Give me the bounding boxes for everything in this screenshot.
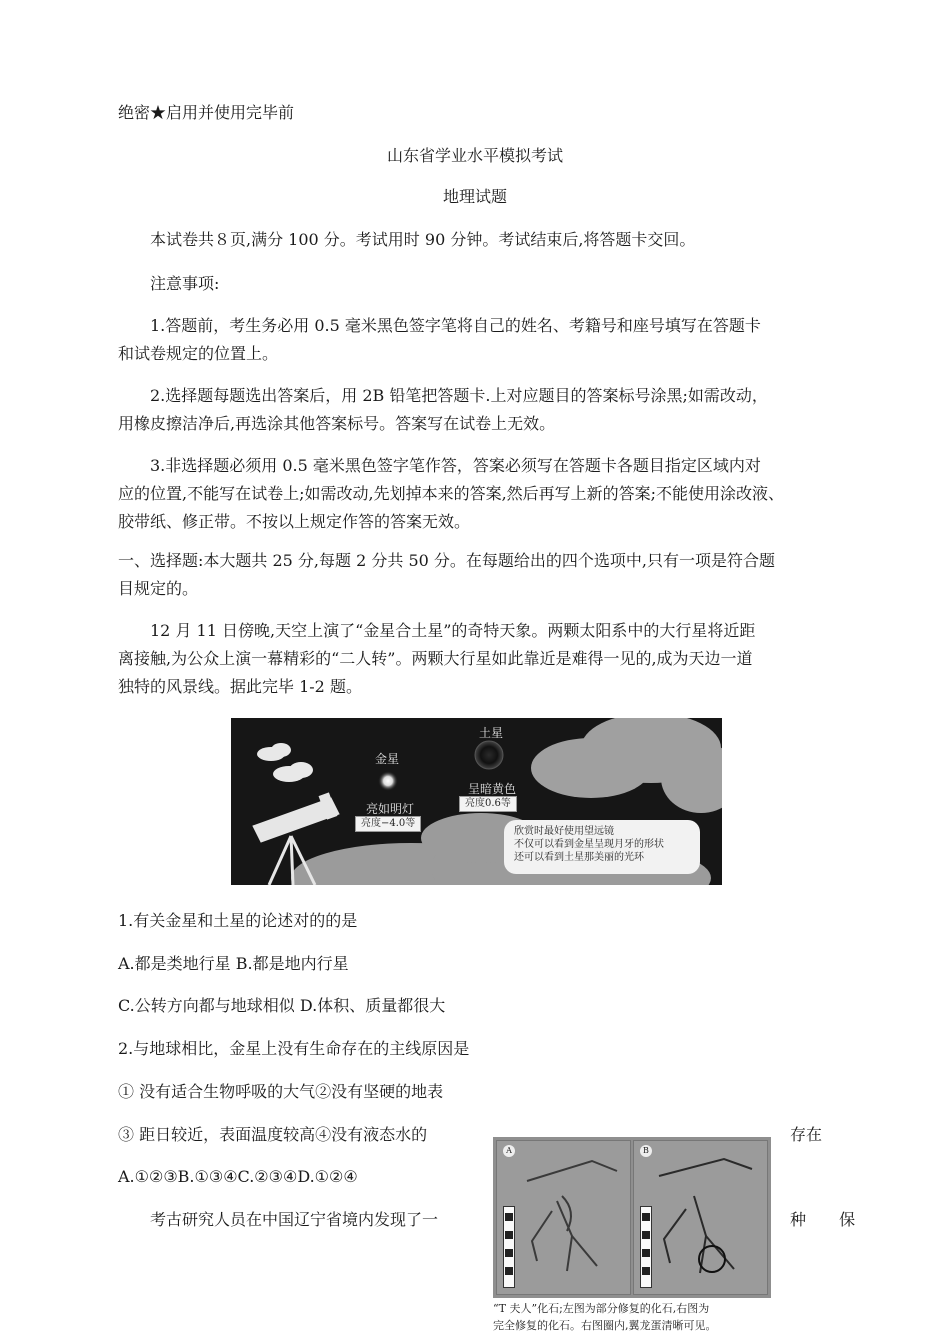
q1-options-ab: A.都是类地行星 B.都是地内行星 [118, 954, 349, 973]
q1-options-cd: C.公转方向都与地球相似 D.体积、质量都很大 [118, 996, 446, 1015]
notice-heading: 注意事项: [150, 274, 220, 293]
bubble-line-3: 还可以看到土星那美丽的光环 [514, 852, 644, 863]
speech-bubble [504, 820, 700, 874]
caption-line-1: “T 夫人”化石;左图为部分修复的化石,右图为 [493, 1302, 710, 1315]
q2-line-1: ① 没有适合生物呼吸的大气②没有坚硬的地表 [118, 1082, 444, 1101]
fossil-label-a: A [503, 1145, 515, 1157]
q2-line-2-tail: 存在 [790, 1125, 823, 1144]
saturn-label: 土星 [479, 726, 504, 740]
saturn-brightness: 亮度0.6等 [459, 796, 517, 812]
fossil-caption [493, 1300, 717, 1334]
notice-item-3-line-2: 应的位置,不能写在试卷上;如需改动,先划掉本来的答案,然后再写上新的答案;不能使用涂改液、 [118, 484, 785, 503]
fossil-a-illustration [497, 1141, 631, 1295]
q2-line-2: ③ 距日较近，表面温度较高④没有液态水的 [118, 1125, 428, 1144]
fossil-panel-a [496, 1140, 631, 1295]
q2-stem: 2.与地球相比，金星上没有生命存在的主线原因是 [118, 1039, 470, 1058]
venus-dot [378, 771, 398, 791]
scale-bar-a [503, 1206, 515, 1288]
notice-item-3-line-1: 3.非选择题必须用 0.5 毫米黑色签字笔作答，答案必须写在答题卡各题目指定区域内对 [150, 456, 761, 475]
secret-mark: 绝密★启用并使用完毕前 [118, 103, 295, 122]
bubble-line-2: 不仅可以看到金星呈现月牙的形状 [514, 839, 664, 850]
exam-subtitle: 地理试题 [442, 187, 507, 206]
passage-1-line-2: 离接触,为公众上演一幕精彩的“二人转”。两颗大行星如此靠近是难得一见的,成为天边一道 [118, 649, 753, 668]
notice-item-1-line-1: 1.答题前，考生务必用 0.5 毫米黑色签字笔将自己的姓名、考籍号和座号填写在答题卡 [150, 316, 761, 335]
scale-bar-b [640, 1206, 652, 1288]
passage-2-right: 种 保 [790, 1210, 870, 1229]
section-1-line-1: 一、选择题:本大题共 25 分,每题 2 分共 50 分。在每题给出的四个选项中,只有一项是符合题 [118, 551, 775, 570]
passage-2-left: 考古研究人员在中国辽宁省境内发现了一 [150, 1210, 439, 1229]
saturn-desc: 呈暗黄色 [468, 782, 517, 796]
exam-title: 山东省学业水平模拟考试 [386, 146, 563, 165]
venus-brightness: 亮度−4.0等 [355, 816, 421, 832]
passage-1-line-1: 12 月 11 日傍晚,天空上演了“金星合土星”的奇特天象。两颗太阳系中的大行星将近距 [150, 621, 756, 640]
bubble-line-1: 欣赏时最好使用望远镜 [514, 826, 614, 837]
fossil-panel-b [633, 1140, 768, 1295]
notice-item-2-line-1: 2.选择题每题选出答案后，用 2B 铅笔把答题卡.上对应题目的答案标号涂黑;如需改动， [150, 386, 768, 405]
notice-item-3-line-3: 胶带纸、修正带。不按以上规定作答的答案无效。 [118, 512, 471, 531]
fossil-label-b: B [640, 1145, 652, 1157]
section-1-line-2: 目规定的。 [118, 579, 199, 598]
q2-options: A.①②③B.①③④C.②③④D.①②④ [118, 1167, 358, 1186]
venus-label: 金星 [375, 752, 400, 766]
notice-item-2-line-2: 用橡皮擦洁净后,再选涂其他答案标号。答案写在试卷上无效。 [118, 414, 556, 433]
cloud-small-left [257, 743, 313, 782]
caption-line-2: 完全修复的化石。右图圈内,翼龙蛋清晰可见。 [493, 1319, 717, 1332]
passage-1-line-3: 独特的风景线。据此完毕 1-2 题。 [118, 677, 362, 696]
venus-desc: 亮如明灯 [366, 802, 415, 816]
notice-item-1-line-2: 和试卷规定的位置上。 [118, 344, 279, 363]
fossil-b-illustration [634, 1141, 768, 1295]
intro-text: 本试卷共８页,满分 100 分。考试用时 90 分钟。考试结束后,将答题卡交回。 [150, 230, 696, 249]
saturn-dot [475, 741, 503, 769]
q1-stem: 1.有关金星和土星的论述对的的是 [118, 911, 358, 930]
fossil-figure [493, 1137, 771, 1298]
cloud-top-right [531, 718, 722, 813]
